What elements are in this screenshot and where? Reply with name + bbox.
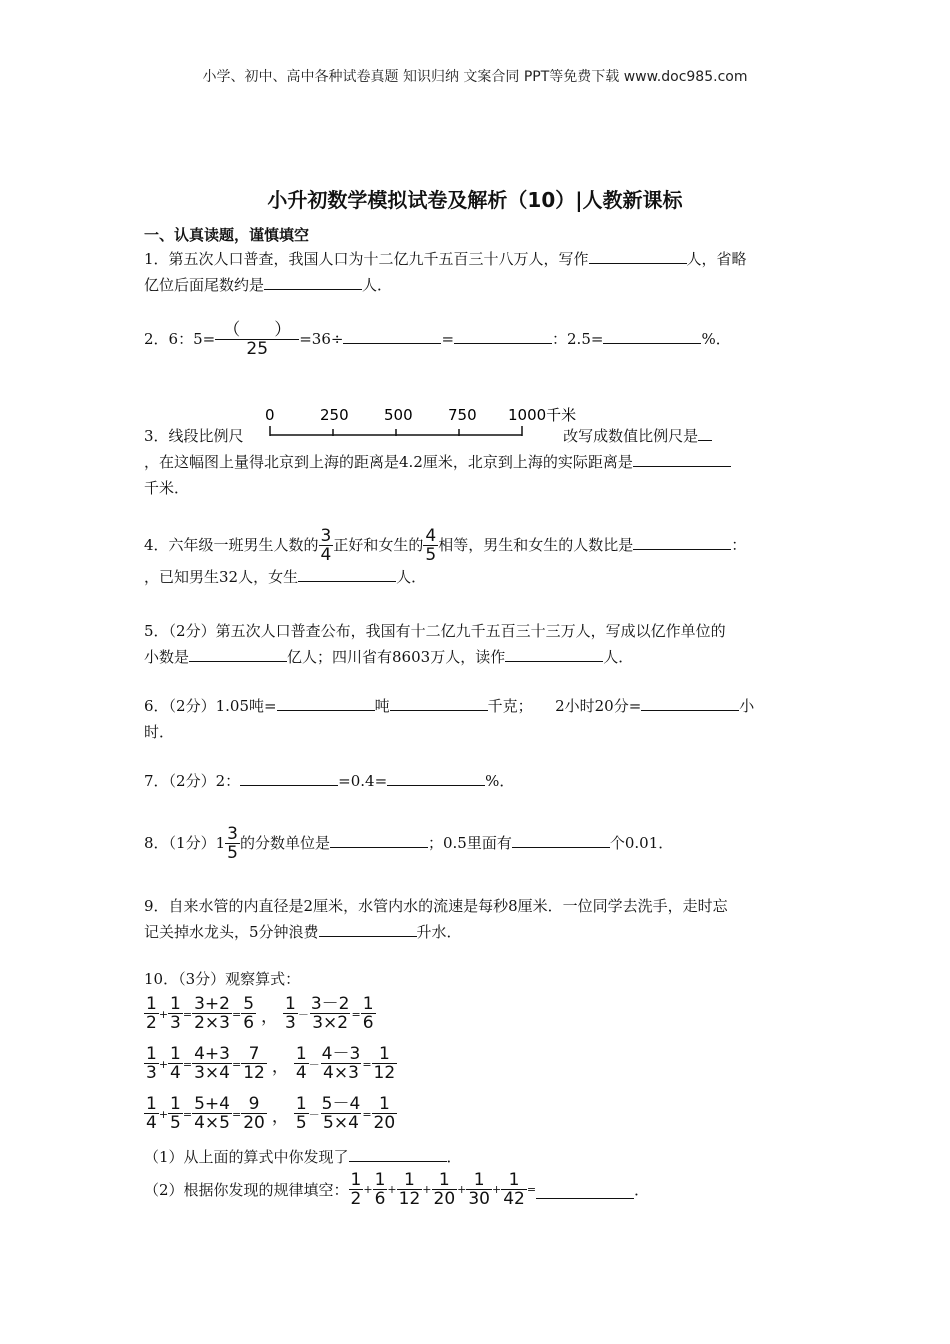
question-6: 6．（2分）1.05吨= 吨 千克； 2小时20分= 小 时．: [144, 693, 808, 745]
fraction: $\frac{4+3}{3\times 4}$: [194, 1044, 230, 1083]
fraction: $\frac{1}{3}$: [285, 994, 296, 1033]
answer-blank[interactable]: [189, 645, 287, 662]
fraction: $\frac{3}{5}$: [227, 824, 238, 863]
fraction: $\frac{1}{5}$: [170, 1094, 181, 1133]
answer-blank[interactable]: [603, 327, 701, 344]
answer-blank[interactable]: [536, 1182, 634, 1199]
equation-row: $\frac{1}{3}$ + $\frac{1}{4}$ = $\frac{4+3}{3\times 4}$ = $\frac{7}{12}$ ， $\frac{1}{4}$ － $\frac{4-3}{4\times 3}$ = $\frac{1}{12}$: [146, 1044, 396, 1083]
fraction: $\frac{1}{2}$: [146, 994, 157, 1033]
question-7: 7．（2分）2： =0.4= %．: [144, 768, 808, 794]
fraction: $\frac{1}{2}$: [350, 1170, 362, 1209]
fraction: $\frac{1}{12}$: [373, 1044, 396, 1083]
fraction: $\frac{3}{4}$: [320, 526, 332, 565]
answer-blank[interactable]: [454, 327, 552, 344]
question-10-heading: 10．（3分）观察算式：: [144, 970, 301, 988]
answer-blank[interactable]: [641, 694, 739, 711]
question-3: 3．线段比例尺 改写成数值比例尺是 ，在这幅图上量得北京到上海的距离是4.2厘米，北京到上海的实际距离是 千米．: [144, 423, 808, 501]
fraction: $\frac{4-3}{4\times 3}$: [321, 1044, 361, 1083]
answer-blank[interactable]: [633, 533, 731, 550]
answer-blank[interactable]: [633, 450, 731, 467]
fraction: $\frac{4}{5}$: [425, 526, 437, 565]
question-2: 2．6：5= $\frac{( )}{25}$ =36÷ = ：2.5= %．: [144, 320, 731, 359]
answer-blank[interactable]: [505, 645, 603, 662]
fraction: $\frac{7}{12}$: [243, 1044, 265, 1083]
scale-label: 250: [320, 406, 349, 424]
scale-bar: [262, 402, 582, 442]
page-header: 小学、初中、高中各种试卷真题 知识归纳 文案合同 PPT等免费下载 www.doc985.com: [202, 69, 748, 85]
fraction: $\frac{5+4}{4\times 5}$: [194, 1094, 230, 1133]
fraction: $\frac{1}{12}$: [398, 1170, 421, 1209]
scale-label: 0: [265, 406, 275, 424]
answer-blank[interactable]: [387, 769, 485, 786]
scale-label: 500: [384, 406, 413, 424]
answer-blank[interactable]: [240, 769, 338, 786]
question-4: 4．六年级一班男生人数的 $\frac{3}{4}$ 正好和女生的 $\frac{4}{5}$ 相等，男生和女生的人数比是 ： ，已知男生32人，女生 人．: [144, 526, 747, 586]
fraction: $\frac{3-2}{3\times 2}$: [310, 994, 350, 1033]
answer-blank[interactable]: [264, 273, 362, 290]
equation-row: $\frac{1}{4}$ + $\frac{1}{5}$ = $\frac{5+4}{4\times 5}$ = $\frac{9}{20}$ ， $\frac{1}{5}$ － $\frac{5-4}{5\times 4}$ = $\frac{1}{20}$: [146, 1094, 396, 1133]
answer-blank[interactable]: [277, 694, 375, 711]
fraction: $\frac{5-4}{5\times 4}$: [321, 1094, 361, 1133]
answer-blank[interactable]: [330, 831, 428, 848]
answer-blank[interactable]: [319, 920, 417, 937]
equation-row: $\frac{1}{2}$ + $\frac{1}{3}$ = $\frac{3+2}{2\times 3}$ = $\frac{5}{6}$ ， $\frac{1}{3}$ － $\frac{3-2}{3\times 2}$ = $\frac{1}{6}$: [146, 994, 374, 1033]
answer-blank[interactable]: [698, 424, 712, 441]
fraction: $\frac{1}{3}$: [170, 994, 181, 1033]
fraction: $\frac{1}{20}$: [373, 1094, 396, 1133]
question-10-part-2: （2）根据你发现的规律填空： $\frac{1}{2}$ + $\frac{1}{6}$ + $\frac{1}{12}$ + $\frac{1}{20}$ + $\frac{1}{30}$ + $\frac{1}{42}$ = ．: [144, 1170, 650, 1209]
fraction: $\frac{1}{20}$: [433, 1170, 456, 1209]
page-title: 小升初数学模拟试卷及解析（10）|人教新课标: [267, 188, 683, 212]
fraction: $\frac{1}{3}$: [146, 1044, 157, 1083]
scale-label: 1000千米: [508, 406, 577, 424]
scale-label: 750: [448, 406, 477, 424]
fraction: $\frac{3+2}{2\times 3}$: [194, 994, 230, 1033]
section-heading: 一、认真读题，谨慎填空: [144, 226, 310, 244]
fraction: $\frac{1}{4}$: [295, 1044, 307, 1083]
fraction: $\frac{5}{6}$: [243, 994, 255, 1033]
fraction: $\frac{( )}{25}$: [215, 322, 299, 358]
question-9: 9．自来水管的内直径是2厘米，水管内水的流速是每秒8厘米．一位同学去洗手，走时忘 记关掉水龙头，5分钟浪费 升水．: [144, 897, 728, 941]
fraction: $\frac{1}{30}$: [468, 1170, 490, 1209]
fraction: $\frac{1}{42}$: [503, 1170, 525, 1209]
answer-blank[interactable]: [512, 831, 610, 848]
question-1: 1．第五次人口普查，我国人口为十二亿九千五百三十八万人，写作 人，省略 亿位后面尾数约是 人．: [144, 246, 808, 298]
fraction: $\frac{1}{5}$: [295, 1094, 307, 1133]
fraction: $\frac{1}{6}$: [374, 1170, 386, 1209]
answer-blank[interactable]: [589, 247, 687, 264]
answer-blank[interactable]: [298, 565, 396, 582]
question-8: 8．（1分）1 $\frac{3}{5}$ 的分数单位是 ；0.5里面有 个0.01．: [144, 824, 674, 863]
fraction: $\frac{1}{4}$: [170, 1044, 181, 1083]
fraction: $\frac{1}{4}$: [146, 1094, 157, 1133]
question-5: 5．（2分）第五次人口普查公布，我国有十二亿九千五百三十三万人，写成以亿作单位的 小数是 亿人；四川省有8603万人，读作 人．: [144, 622, 726, 666]
answer-blank[interactable]: [349, 1145, 447, 1162]
fraction: $\frac{1}{6}$: [362, 994, 374, 1033]
fraction: $\frac{9}{20}$: [243, 1094, 265, 1133]
answer-blank[interactable]: [343, 327, 441, 344]
answer-blank[interactable]: [390, 694, 488, 711]
question-10-part-1: （1）从上面的算式中你发现了 ．: [144, 1144, 808, 1170]
